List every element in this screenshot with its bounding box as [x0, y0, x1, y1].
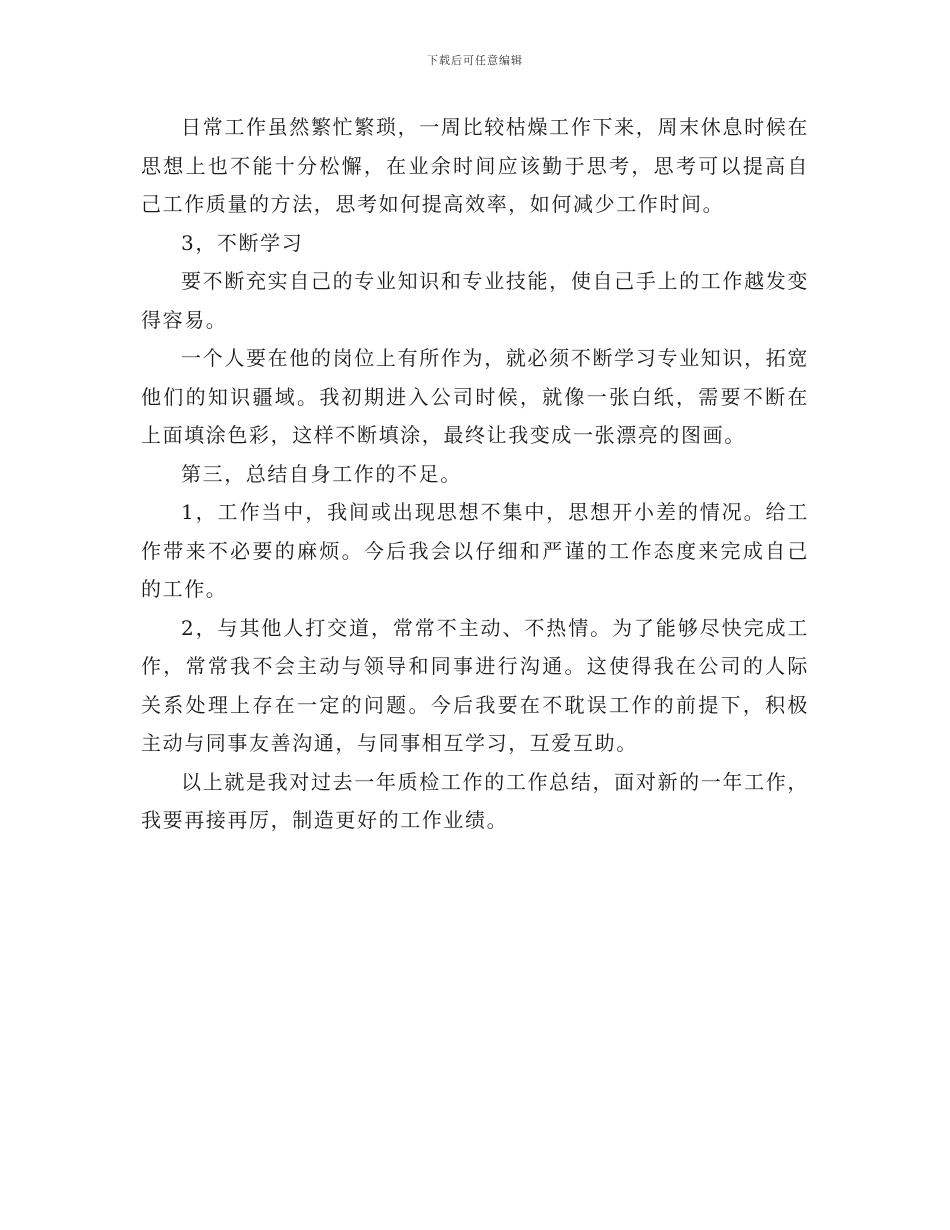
section-heading-shortcomings: 第三，总结自身工作的不足。 [181, 461, 462, 486]
paragraph-knowledge-growth: 一个人要在他的岗位上有所作为，就必须不断学习专业知识，拓宽他们的知识疆域。我初期进入公司时候，就像一张白纸，需要不断在上面填涂色彩，这样不断填涂，最终让我变成一张漂亮的图画。 [141, 346, 809, 447]
document-body [141, 108, 809, 840]
paragraph-thinking: 日常工作虽然繁忙繁琐，一周比较枯燥工作下来，周末休息时候在思想上也不能十分松懈，在业余时间应该勤于思考，思考可以提高自己工作质量的方法，思考如何提高效率，如何减少工作时间。 [141, 115, 809, 216]
paragraph-conclusion: 以上就是我对过去一年质检工作的工作总结，面对新的一年工作，我要再接再厉，制造更好的工作业绩。 [141, 769, 809, 832]
page-header: 下载后可任意编辑 [427, 54, 523, 67]
paragraph-professional-skills: 要不断充实自己的专业知识和专业技能，使自己手上的工作越发变得容易。 [141, 269, 809, 332]
section-heading-keep-learning: 3，不断学习 [181, 230, 304, 255]
paragraph-shortcoming-2: 2，与其他人打交道，常常不主动、不热情。为了能够尽快完成工作，常常我不会主动与领导和同事进行沟通。这使得我在公司的人际关系处理上存在一定的问题。今后我要在不耽误工作的前提下，积极主动与同事友善沟通，与同事相互学习，互爱互助。 [141, 615, 809, 755]
paragraph-shortcoming-1: 1，工作当中，我间或出现思想不集中，思想开小差的情况。给工作带来不必要的麻烦。今后我会以仔细和严谨的工作态度来完成自己的工作。 [141, 500, 809, 601]
